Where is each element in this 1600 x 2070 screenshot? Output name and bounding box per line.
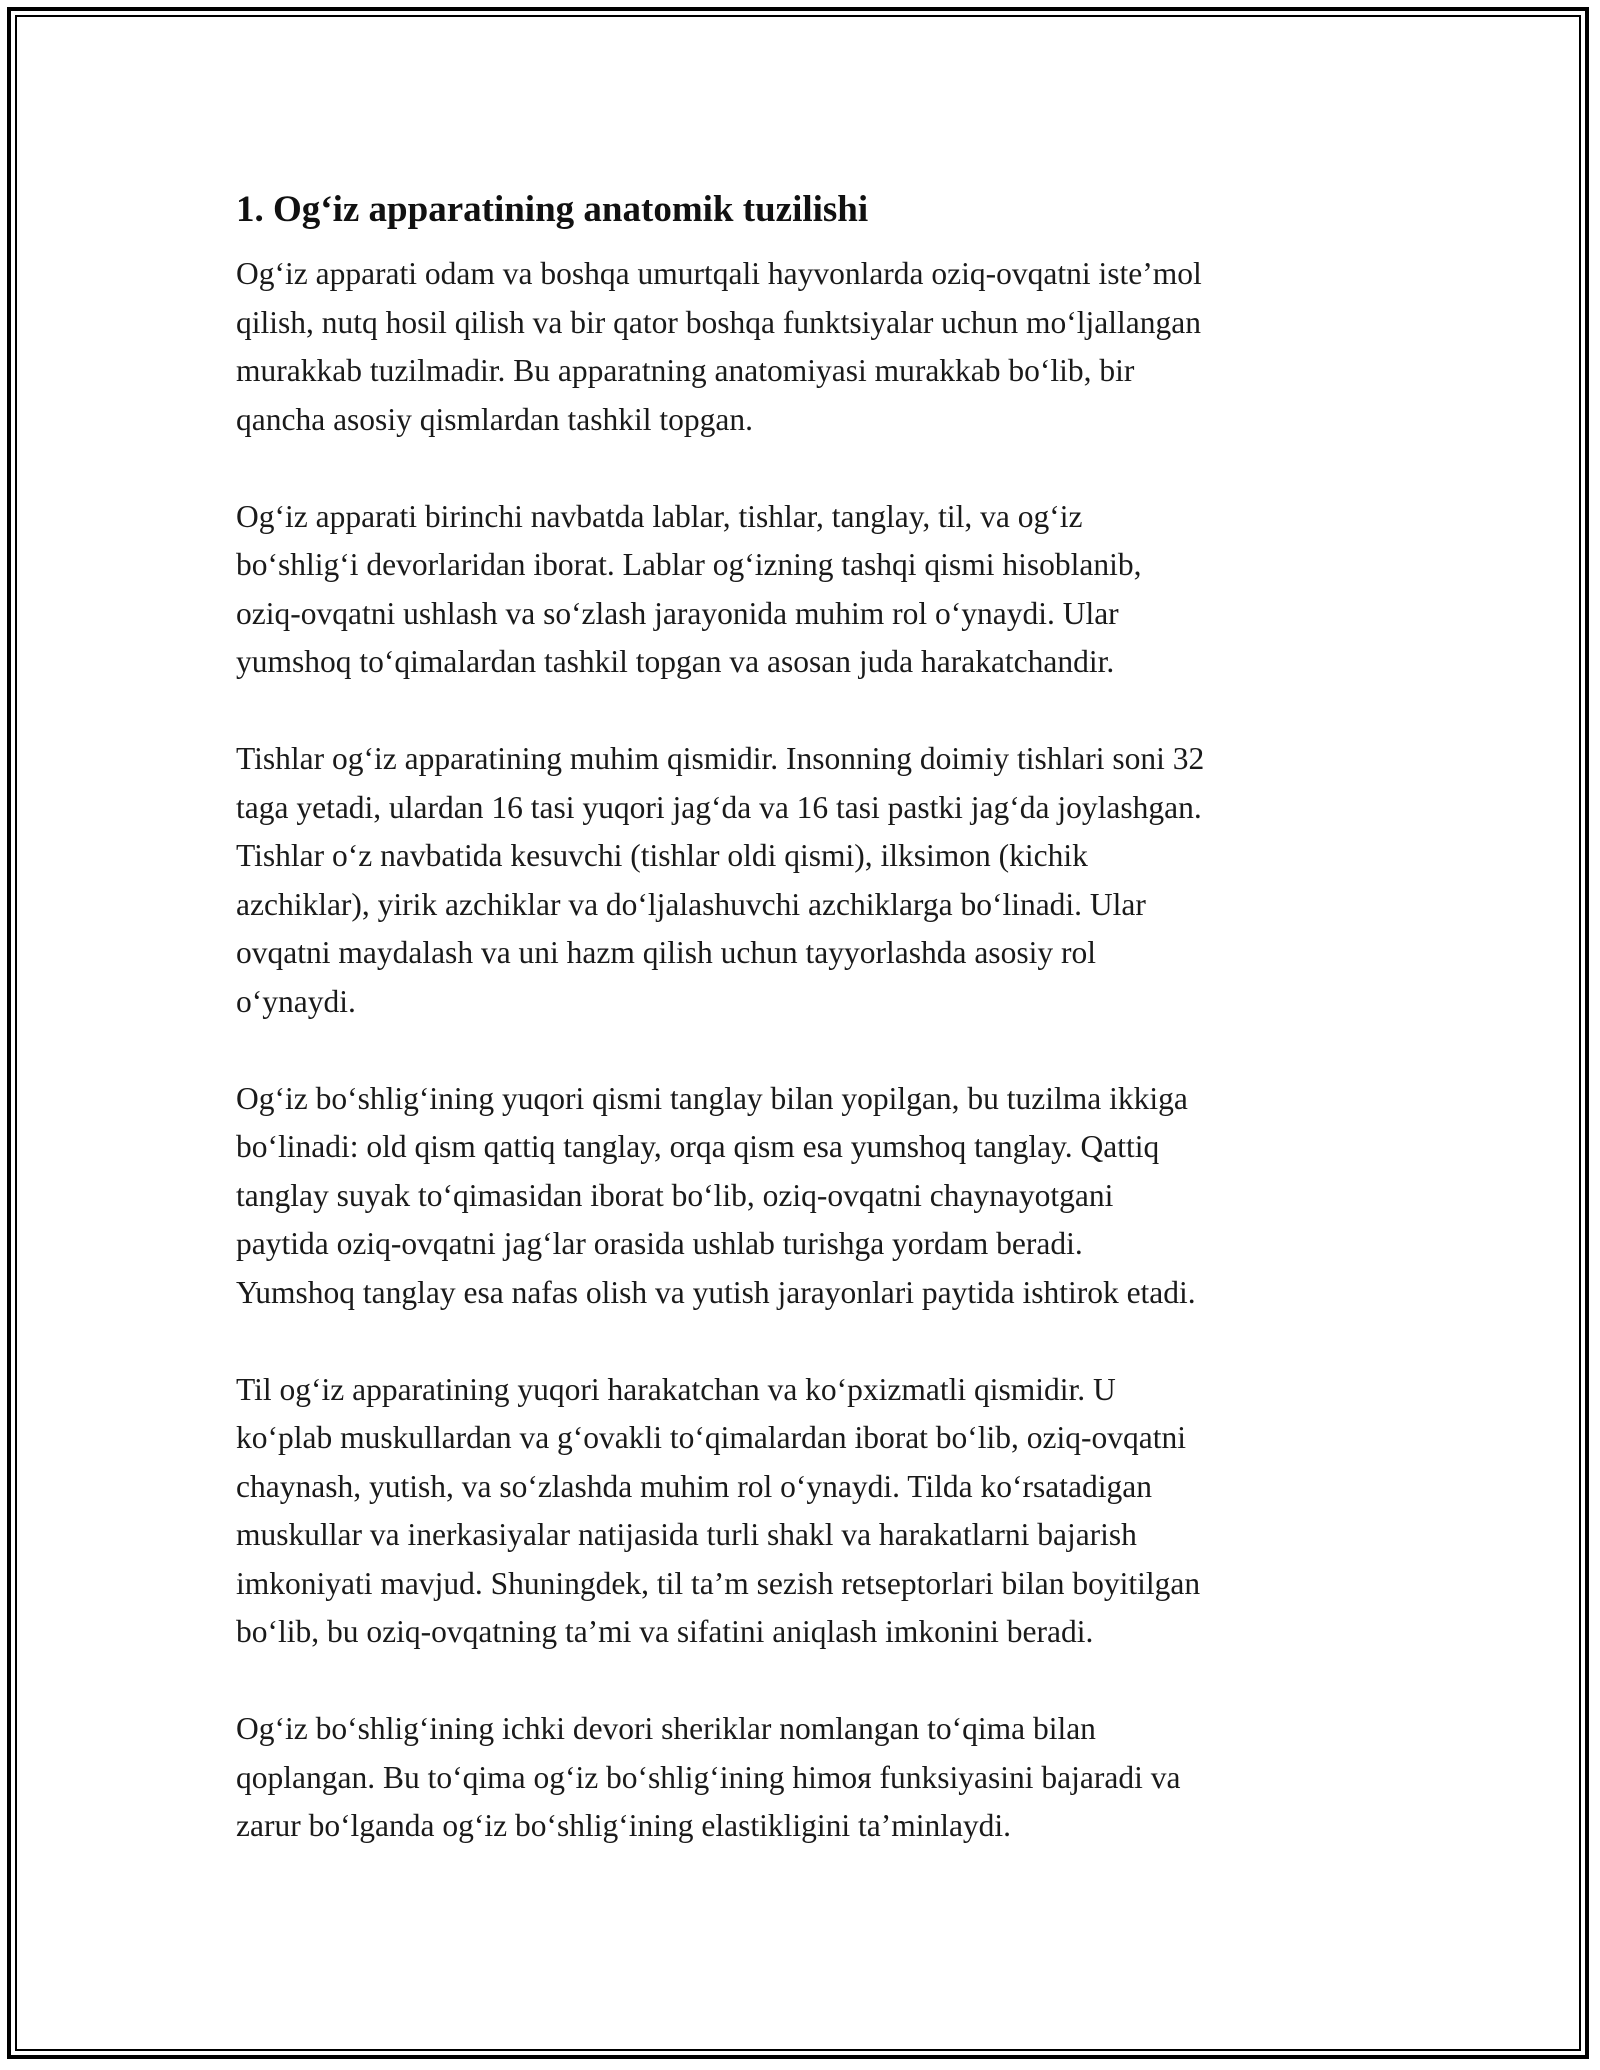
text-line: imkoniyati mavjud. Shuningdek, til ta’m sezish retseptorlari bilan boyitilgan	[236, 1565, 1201, 1601]
paragraph-lips	[236, 493, 1370, 687]
text-line: muskullar va inerkasiyalar natijasida turli shakl va harakatlarni bajarish	[236, 1517, 1137, 1552]
text-line: ko‘plab muskullardan va g‘ovakli to‘qimalardan iborat bo‘lib, oziq-ovqatni	[236, 1420, 1186, 1455]
paragraph-teeth	[236, 735, 1370, 1026]
text-line: Til og‘iz apparatining yuqori harakatchan va ko‘pxizmatli qismidir. U	[236, 1371, 1116, 1407]
text-line: Og‘iz bo‘shlig‘ining ichki devori sheriklar nomlangan to‘qima bilan	[236, 1711, 1096, 1746]
text-line: paytida oziq-ovqatni jag‘lar orasida ushlab turishga yordam beradi.	[236, 1226, 1083, 1261]
paragraph-intro	[236, 250, 1370, 444]
text-line: bo‘lib, bu oziq-ovqatning ta’mi va sifatini aniqlash imkonini beradi.	[236, 1614, 1094, 1649]
text-line: qilish, nutq hosil qilish va bir qator boshqa funktsiyalar uchun mo‘ljallangan	[236, 304, 1201, 340]
text-line: qoplangan. Bu to‘qima og‘iz bo‘shlig‘ining himoя funksiyasini bajaradi va	[236, 1759, 1181, 1795]
document-body	[236, 186, 1370, 1899]
text-line: Og‘iz apparati birinchi navbatda lablar, tishlar, tanglay, til, va og‘iz	[236, 498, 1083, 534]
text-line: tanglay suyak to‘qimasidan iborat bo‘lib, oziq-ovqatni chaynayotgani	[236, 1177, 1114, 1213]
text-line: bo‘linadi: old qism qattiq tanglay, orqa qism esa yumshoq tanglay. Qattiq	[236, 1129, 1160, 1164]
text-line: azchiklar), yirik azchiklar va do‘ljalashuvchi azchiklarga bo‘linadi. Ular	[236, 886, 1146, 922]
text-line: Og‘iz bo‘shlig‘ining yuqori qismi tanglay bilan yopilgan, bu tuzilma ikkiga	[236, 1080, 1188, 1116]
text-line: qancha asosiy qismlardan tashkil topgan.	[236, 401, 754, 437]
text-line: o‘ynaydi.	[236, 983, 356, 1019]
paragraph-inner-wall	[236, 1705, 1370, 1851]
text-line: zarur bo‘lganda og‘iz bo‘shlig‘ining elastikligini ta’minlaydi.	[236, 1808, 1012, 1843]
section-heading: 1. Og‘iz apparatining anatomik tuzilishi	[236, 189, 869, 230]
text-line: oziq-ovqatni ushlash va so‘zlash jarayonida muhim rol o‘ynaydi. Ular	[236, 595, 1119, 631]
text-line: Yumshoq tanglay esa nafas olish va yutish jarayonlari paytida ishtirok etadi.	[236, 1274, 1196, 1310]
text-line: Tishlar o‘z navbatida kesuvchi (tishlar oldi qismi), ilksimon (kichik	[236, 838, 1088, 873]
paragraph-tongue	[236, 1366, 1370, 1657]
text-line: chaynash, yutish, va so‘zlashda muhim rol o‘ynaydi. Tilda ko‘rsatadigan	[236, 1468, 1152, 1504]
text-line: taga yetadi, ulardan 16 tasi yuqori jag‘da va 16 tasi pastki jag‘da joylashgan.	[236, 789, 1202, 825]
text-line: murakkab tuzilmadir. Bu apparatning anatomiyasi murakkab bo‘lib, bir	[236, 353, 1135, 388]
text-line: yumshoq to‘qimalardan tashkil topgan va asosan juda harakatchandir.	[236, 644, 1115, 679]
text-line: ovqatni maydalash va uni hazm qilish uchun tayyorlashda asosiy rol	[236, 935, 1096, 970]
text-line: bo‘shlig‘i devorlaridan iborat. Lablar og‘izning tashqi qismi hisoblanib,	[236, 547, 1142, 582]
paragraph-palate	[236, 1075, 1370, 1318]
text-line: Og‘iz apparati odam va boshqa umurtqali hayvonlarda oziq-ovqatni iste’mol	[236, 256, 1202, 291]
text-line: Tishlar og‘iz apparatining muhim qismidir. Insonning doimiy tishlari soni 32	[236, 741, 1205, 776]
